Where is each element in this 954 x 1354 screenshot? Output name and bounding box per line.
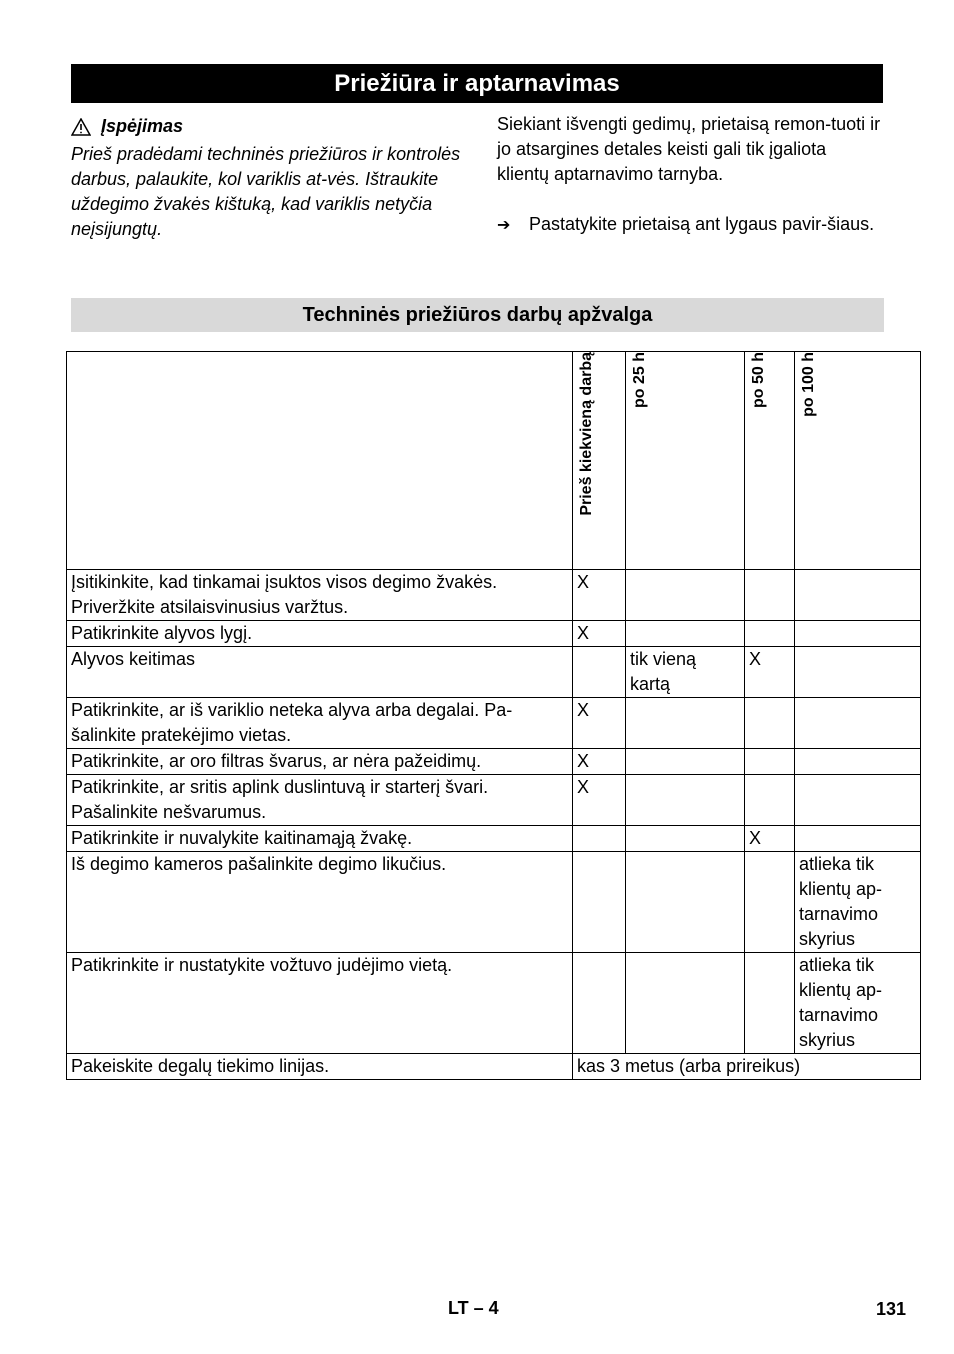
table-header-col: po 100 h <box>795 352 921 570</box>
interval-cell <box>626 698 745 749</box>
interval-cell: atlieka tik klientų ap-tarnavimo skyrius <box>795 953 921 1054</box>
interval-cell <box>745 953 795 1054</box>
interval-cell <box>573 647 626 698</box>
warning-triangle-icon <box>71 118 91 136</box>
interval-cell <box>795 698 921 749</box>
table-header-col: po 50 h <box>745 352 795 570</box>
task-cell: Įsitikinkite, kad tinkamai įsuktos visos degimo žvakės. Priveržkite atsilaisvinusius varžtus. <box>67 570 573 621</box>
interval-cell <box>745 775 795 826</box>
task-cell: Patikrinkite ir nuvalykite kaitinamąją žvakę. <box>67 826 573 852</box>
interval-cell <box>795 647 921 698</box>
interval-cell: X <box>573 621 626 647</box>
interval-cell <box>626 852 745 953</box>
interval-cell: X <box>573 698 626 749</box>
task-cell: Patikrinkite ir nustatykite vožtuvo judėjimo vietą. <box>67 953 573 1054</box>
table-row <box>67 647 921 698</box>
task-cell: Iš degimo kameros pašalinkite degimo likučius. <box>67 852 573 953</box>
service-info <box>497 112 882 238</box>
table-row <box>67 953 921 1054</box>
table-row <box>67 775 921 826</box>
interval-cell: X <box>573 775 626 826</box>
table-row <box>67 570 921 621</box>
interval-cell <box>795 570 921 621</box>
interval-cell: X <box>745 647 795 698</box>
interval-cell <box>745 852 795 953</box>
task-cell: Pakeiskite degalų tiekimo linijas. <box>67 1054 573 1080</box>
interval-cell <box>573 826 626 852</box>
instruction-step <box>497 212 882 238</box>
footer-section-label <box>448 1298 499 1319</box>
warning-text: Prieš pradėdami techninės priežiūros ir kontrolės darbus, palaukite, kol variklis at-vės. Ištraukite uždegimo žvakės kištuką, kad variklis netyčia neįsijungtų. <box>71 144 461 239</box>
table-row <box>67 826 921 852</box>
table-row <box>67 621 921 647</box>
interval-cell: atlieka tik klientų ap-tarnavimo skyrius <box>795 852 921 953</box>
interval-cell <box>626 953 745 1054</box>
table-row <box>67 698 921 749</box>
interval-cell <box>745 621 795 647</box>
page-number: 131 <box>876 1299 907 1319</box>
interval-cell <box>795 749 921 775</box>
interval-cell <box>795 826 921 852</box>
table-row <box>67 852 921 953</box>
interval-cell <box>745 570 795 621</box>
interval-cell: X <box>573 749 626 775</box>
footer-lang: LT <box>448 1298 469 1318</box>
instruction-text: Pastatykite prietaisą ant lygaus pavir-šiaus. <box>529 214 875 234</box>
interval-cell <box>626 826 745 852</box>
task-cell: Patikrinkite, ar sritis aplink duslintuvą ir starterį švari. Pašalinkite nešvarumus. <box>67 775 573 826</box>
task-cell: Patikrinkite, ar iš variklio neteka alyva arba degalai. Pa-šalinkite pratekėjimo vietas. <box>67 698 573 749</box>
interval-cell <box>626 749 745 775</box>
table-header-row <box>67 352 921 570</box>
table-row <box>67 749 921 775</box>
table-header-col: po 25 h <box>626 352 745 570</box>
warning-label: Įspėjimas <box>101 116 184 136</box>
interval-cell <box>745 749 795 775</box>
maintenance-table <box>66 351 921 1080</box>
interval-cell <box>626 570 745 621</box>
interval-cell: X <box>573 570 626 621</box>
task-cell: Alyvos keitimas <box>67 647 573 698</box>
table-header-col: Prieš kiekvieną darbą <box>573 352 626 570</box>
footer-section-page: – 4 <box>473 1298 499 1318</box>
interval-cell <box>626 775 745 826</box>
interval-cell <box>626 621 745 647</box>
service-intro: Siekiant išvengti gedimų, prietaisą remon-tuoti ir jo atsargines detales keisti gali tik įgaliota klientų aptarnavimo tarnyba. <box>497 114 881 184</box>
interval-cell: kas 3 metus (arba prireikus) <box>573 1054 921 1080</box>
interval-cell: X <box>745 826 795 852</box>
table-row <box>67 1054 921 1080</box>
warning-header <box>71 114 461 139</box>
interval-cell <box>573 852 626 953</box>
task-cell: Patikrinkite alyvos lygį. <box>67 621 573 647</box>
interval-cell: tik vieną kartą <box>626 647 745 698</box>
section-title: Techninės priežiūros darbų apžvalga <box>71 298 884 332</box>
warning-block <box>71 114 461 242</box>
interval-cell <box>795 621 921 647</box>
page-title: Priežiūra ir aptarnavimas <box>71 64 883 103</box>
task-cell: Patikrinkite, ar oro filtras švarus, ar nėra pažeidimų. <box>67 749 573 775</box>
interval-cell <box>573 953 626 1054</box>
table-header-task <box>67 352 573 570</box>
interval-cell <box>795 775 921 826</box>
interval-cell <box>745 698 795 749</box>
arrow-right-icon: ➔ <box>497 217 511 234</box>
